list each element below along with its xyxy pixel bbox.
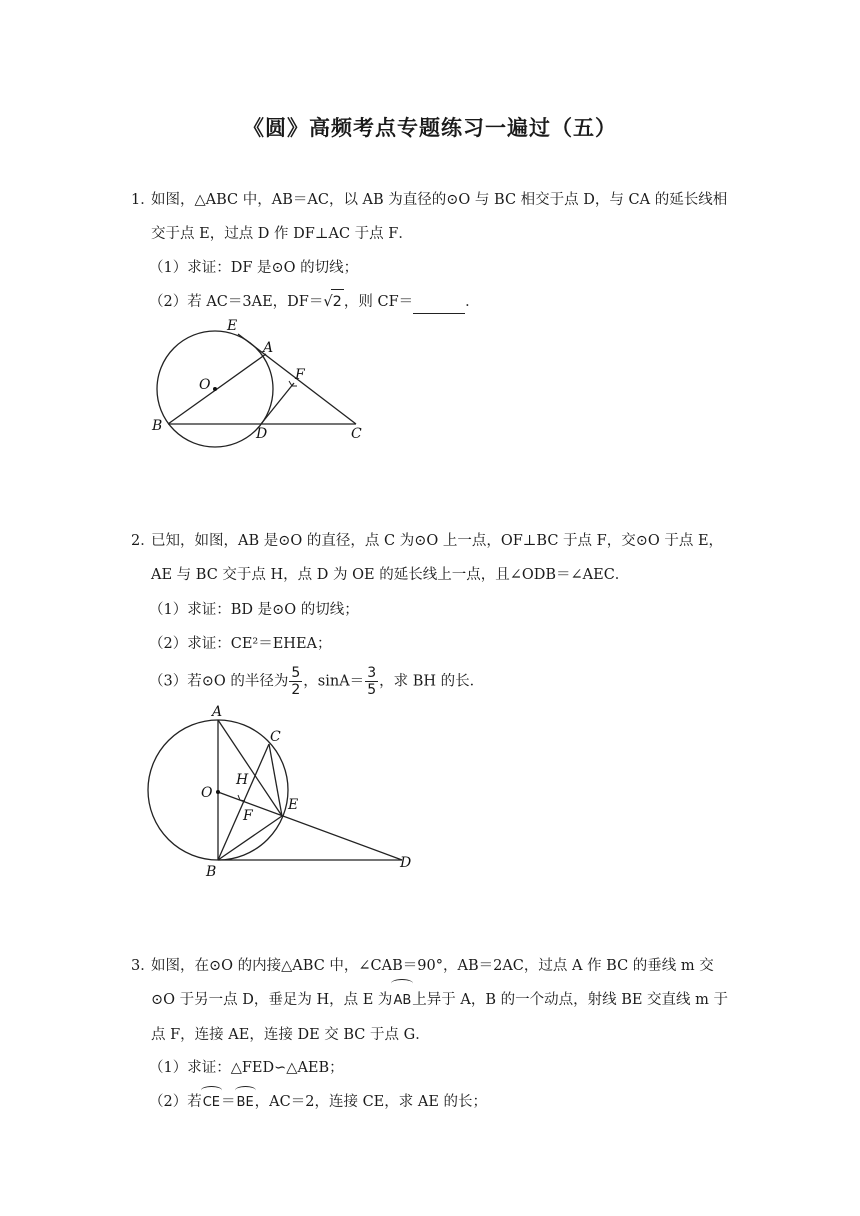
q2-part3 — [149, 666, 484, 697]
sqrt-icon: √ — [323, 294, 333, 310]
q2-figure — [140, 700, 420, 880]
q1-number: 1． — [131, 192, 155, 208]
arc-ce: CE — [202, 1091, 221, 1115]
q3-number: 3． — [131, 958, 155, 974]
q2-part2: （2）求证：CE²＝EHEA； — [149, 636, 332, 652]
q1-label-O: O — [199, 377, 211, 393]
q3-stem-line2-pre: ⊙O 于另一点 D，垂足为 H，点 E 为 — [151, 992, 393, 1008]
q1-label-A: A — [263, 340, 274, 356]
q1-stem-line2: 交于点 E，过点 D 作 DF⊥AC 于点 F． — [151, 226, 413, 242]
q2-part3-pre: （3）若⊙O 的半径为 — [149, 673, 289, 690]
q3-stem-line2-post: 上异于 A，B 的一个动点，射线 BE 交直线 m 于 — [412, 992, 729, 1008]
q1-sqrt-value: 2 — [331, 289, 344, 314]
q2-stem — [131, 524, 741, 592]
q2-label-D: D — [400, 855, 412, 871]
q2-label-A: A — [212, 704, 223, 720]
q2-fraction-sin: $\frac{3}{5}$ — [367, 665, 377, 698]
q1-label-F: F — [295, 367, 305, 383]
q3-stem-line3: 点 F，连接 AE，连接 DE 交 BC 于点 G． — [151, 1027, 430, 1043]
answer-blank — [413, 299, 465, 314]
q3-part1: （1）求证：△FED∽△AEB； — [149, 1060, 344, 1076]
q3-part2-eq: ＝ — [221, 1094, 236, 1110]
q2-fraction-radius: $\frac{5}{2}$ — [291, 665, 301, 698]
q2-part3-post: ，求 BH 的长． — [379, 673, 485, 690]
q1-label-C: C — [351, 426, 362, 442]
q1-part2 — [149, 289, 480, 314]
arc-ab: AB — [392, 984, 412, 1018]
page-title: 《圆》高频考点专题练习一遍过（五） — [243, 115, 617, 140]
q1-label-E: E — [227, 318, 238, 334]
arc-be: BE — [236, 1091, 255, 1115]
q3-part2 — [149, 1090, 487, 1115]
q2-part1: （1）求证：BD 是⊙O 的切线； — [149, 602, 359, 618]
q1-part2-post: ，则 CF＝ — [343, 294, 414, 310]
q2-number: 2． — [131, 533, 155, 549]
q3-part2-pre: （2）若 — [149, 1094, 202, 1110]
q1-label-B: B — [152, 418, 163, 434]
q2-label-O: O — [201, 785, 213, 801]
q1-label-D: D — [256, 426, 268, 442]
q1-part1: （1）求证：DF 是⊙O 的切线； — [149, 260, 359, 276]
q2-label-B: B — [206, 864, 217, 880]
q1-stem — [131, 183, 741, 251]
q3-stem — [131, 949, 741, 1052]
q1-stem-line1: 如图，△ABC 中，AB＝AC，以 AB 为直径的⊙O 与 BC 相交于点 D，与 CA 的延长线相 — [151, 192, 728, 208]
q2-label-C: C — [270, 729, 281, 745]
q1-figure — [140, 312, 380, 457]
q2-label-F: F — [243, 808, 253, 824]
q2-stem-line1: 已知，如图，AB 是⊙O 的直径，点 C 为⊙O 上一点，OF⊥BC 于点 F，交⊙O 于点 E， — [151, 533, 724, 549]
q2-stem-line2: AE 与 BC 交于点 H，点 D 为 OE 的延长线上一点，且∠ODB＝∠AEC． — [151, 567, 630, 583]
q3-part2-post: ，AC＝2，连接 CE，求 AE 的长； — [254, 1094, 488, 1110]
q1-part2-end: ． — [465, 294, 480, 310]
q1-part2-pre: （2）若 AC＝3AE，DF＝ — [149, 294, 324, 310]
q2-label-H: H — [236, 772, 249, 788]
q2-label-E: E — [288, 797, 299, 813]
q3-stem-line1: 如图，在⊙O 的内接△ABC 中，∠CAB＝90°，AB＝2AC，过点 A 作 BC 的垂线 m 交 — [151, 958, 714, 974]
q2-part3-mid: ，sinA＝ — [303, 673, 365, 690]
